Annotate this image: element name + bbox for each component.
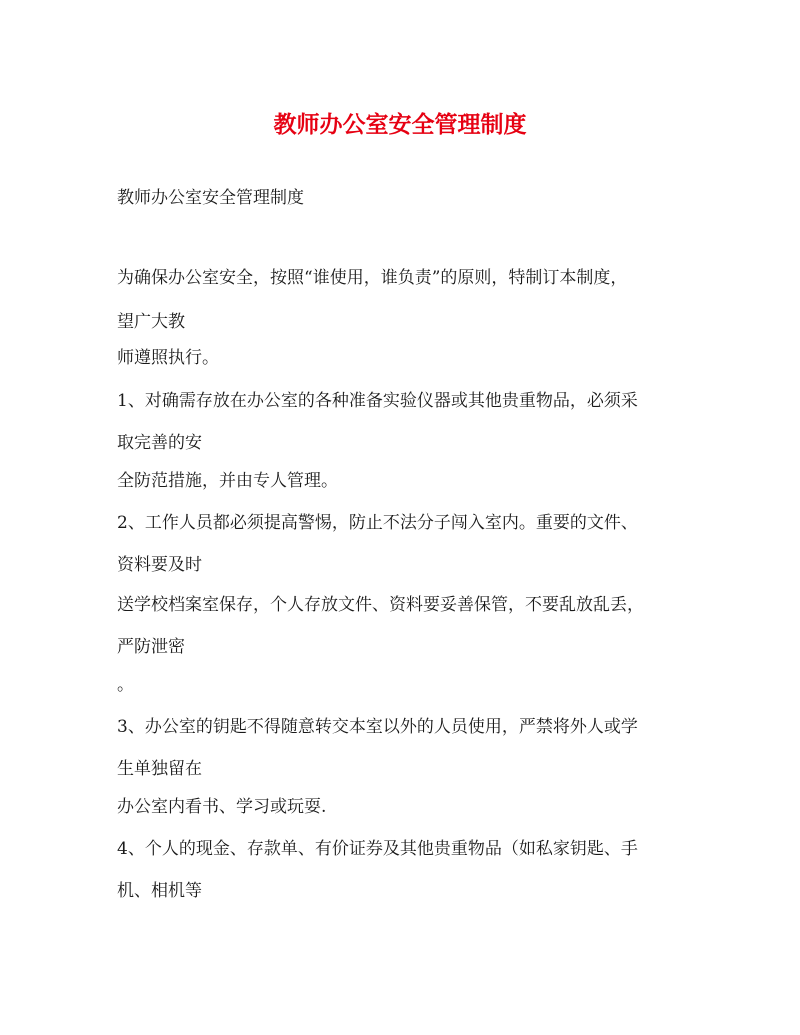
body-line: 生单独留在 <box>117 759 202 779</box>
body-line: 送学校档案室保存，个人存放文件、资料要妥善保管，不要乱放乱丢， <box>117 595 644 615</box>
body-line: 为确保办公室安全，按照“谁使用，谁负责”的原则，特制订本制度， <box>117 268 628 288</box>
body-line: 1、对确需存放在办公室的各种准备实验仪器或其他贵重物品，必须采 <box>117 391 638 411</box>
body-line: 机、相机等 <box>117 881 202 901</box>
body-line: 。 <box>117 675 134 695</box>
body-line: 望广大教 <box>117 312 185 332</box>
document-title: 教师办公室安全管理制度 <box>273 111 527 138</box>
body-line: 取完善的安 <box>117 433 202 453</box>
body-line: 严防泄密 <box>117 637 185 657</box>
body-line: 资料要及时 <box>117 555 202 575</box>
body-line: 3、办公室的钥匙不得随意转交本室以外的人员使用，严禁将外人或学 <box>117 717 638 737</box>
body-line: 2、工作人员都必须提高警惕，防止不法分子闯入室内。重要的文件、 <box>117 513 638 533</box>
body-line: 师遵照执行。 <box>117 348 219 368</box>
body-line-subtitle: 教师办公室安全管理制度 <box>117 188 304 208</box>
body-line: 4、个人的现金、存款单、有价证券及其他贵重物品（如私家钥匙、手 <box>117 839 638 859</box>
body-line: 全防范措施，并由专人管理。 <box>117 471 338 491</box>
body-line: 办公室内看书、学习或玩耍. <box>117 797 327 817</box>
